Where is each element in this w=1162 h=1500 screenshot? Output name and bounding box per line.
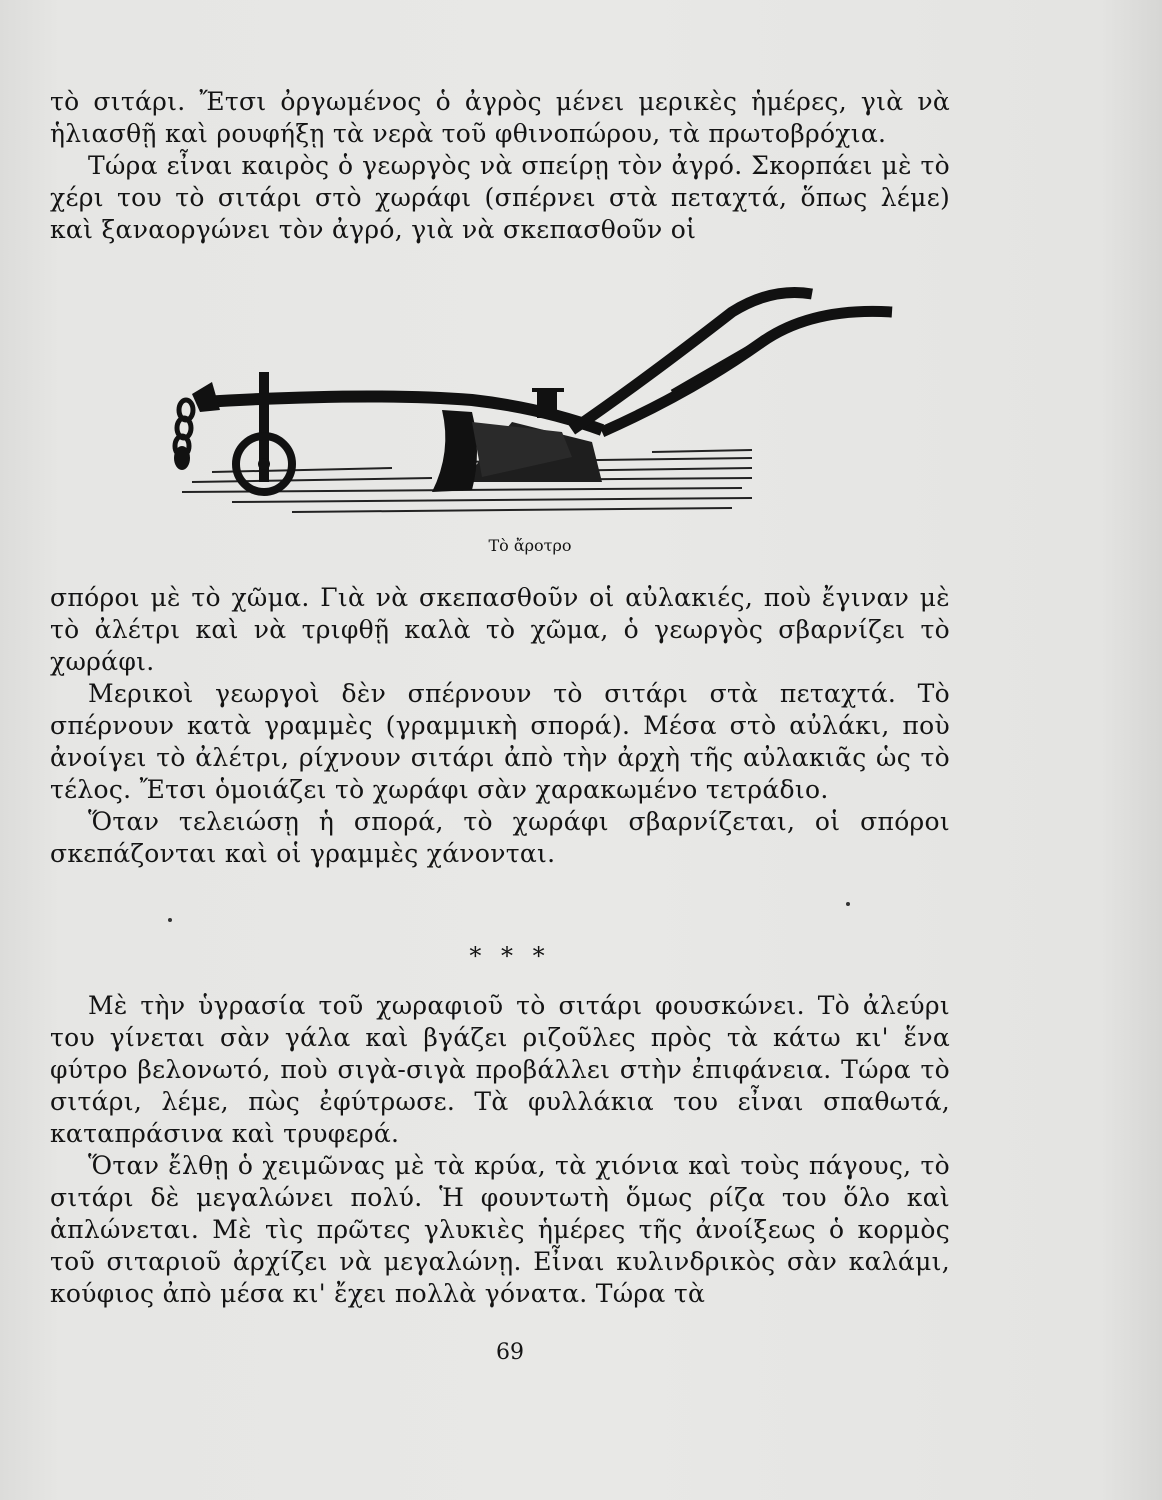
paragraph: Μὲ τὴν ὑγρασία τοῦ χωραφιοῦ τὸ σιτάρι φουσκώνει. Τὸ ἀλεύρι του γίνεται σὰν γάλα καὶ βγάζει ριζοῦλες πρὸς τὰ κάτω κι' ἕνα φύτρο βελονωτό, ποὺ σιγὰ-σιγὰ προβάλλει στὴν ἐπιφάνεια. Τώρα τὸ σιτάρι, λέμε, πὼς ἐφύτρωσε. Τὰ φυλλάκια του εἶναι σπαθωτά, καταπράσινα καὶ τρυφερά. [50, 991, 950, 1148]
paragraph: Ὅταν ἔλθῃ ὁ χειμῶνας μὲ τὰ κρύα, τὰ χιόνια καὶ τοὺς πάγους, τὸ σιτάρι δὲ μεγαλώνει πολύ. Ἡ φουντωτὴ ὅμως ρίζα του ὅλο καὶ ἁπλώνεται. Μὲ τὶς πρῶτες γλυκιὲς ἡμέρες τῆς ἀνοίξεως ὁ κορμὸς τοῦ σιταριοῦ ἀρχίζει νὰ μεγαλώνῃ. Εἶναι κυλινδρικὸς σὰν καλάμι, κούφιος ἀπὸ μέσα κι' ἔχει πολλὰ γόνατα. Τώρα τὰ [50, 1151, 950, 1308]
text-block-bottom [50, 990, 950, 1310]
paragraph: Μερικοὶ γεωργοὶ δὲν σπέρνουν τὸ σιτάρι στὰ πεταχτά. Τὸ σπέρνουν κατὰ γραμμὲς (γραμμικὴ σπορά). Μέσα στὸ αὐλάκι, ποὺ ἀνοίγει τὸ ἀλέτρι, ρίχνουν σιτάρι ἀπὸ τὴν ἀρχὴ τῆς αὐλακιᾶς ὡς τὸ τέλος. Ἔτσι ὁμοιάζει τὸ χωράφι σὰν χαρακωμένο τετράδιο. [50, 679, 950, 804]
figure-caption: Τὸ ἄροτρο [488, 536, 572, 555]
speck [846, 902, 850, 906]
speck [168, 918, 172, 922]
paragraph: Τώρα εἶναι καιρὸς ὁ γεωργὸς νὰ σπείρῃ τὸν ἀγρό. Σκορπάει μὲ τὸ χέρι του τὸ σιτάρι στὸ χωράφι (σπέρνει στὰ πεταχτά, ὅπως λέμε) καὶ ξαναοργώνει τὸν ἀγρό, γιὰ νὰ σκεπασθοῦν οἱ [50, 151, 950, 244]
paragraph: τὸ σιτάρι. Ἔτσι ὀργωμένος ὁ ἀγρὸς μένει μερικὲς ἡμέρες, γιὰ νὰ ἡλιασθῇ καὶ ρουφήξῃ τὰ νερὰ τοῦ φθινοπώρου, τὰ πρωτοβρόχια. [50, 87, 950, 148]
hitch-hook [192, 382, 220, 412]
paragraph: σπόροι μὲ τὸ χῶμα. Γιὰ νὰ σκεπασθοῦν οἱ αὐλακιές, ποὺ ἔγιναν μὲ τὸ ἀλέτρι καὶ νὰ τριφθῇ καλὰ τὸ χῶμα, ὁ γεωργὸς σβαρνίζει τὸ χωράφι. [50, 583, 950, 676]
section-separator: * * * [469, 942, 551, 970]
page-number: 69 [496, 1340, 524, 1365]
plough-share [432, 410, 477, 492]
paragraph: Ὅταν τελειώσῃ ἡ σπορά, τὸ χωράφι σβαρνίζεται, οἱ σπόροι σκεπάζονται καὶ οἱ γραμμὲς χάνονται. [50, 807, 950, 868]
text-block-middle [50, 582, 950, 870]
beam-clamp [537, 388, 557, 418]
plough-handle-left [572, 292, 812, 430]
plough-illustration [172, 282, 902, 522]
text-block-top [50, 86, 950, 246]
